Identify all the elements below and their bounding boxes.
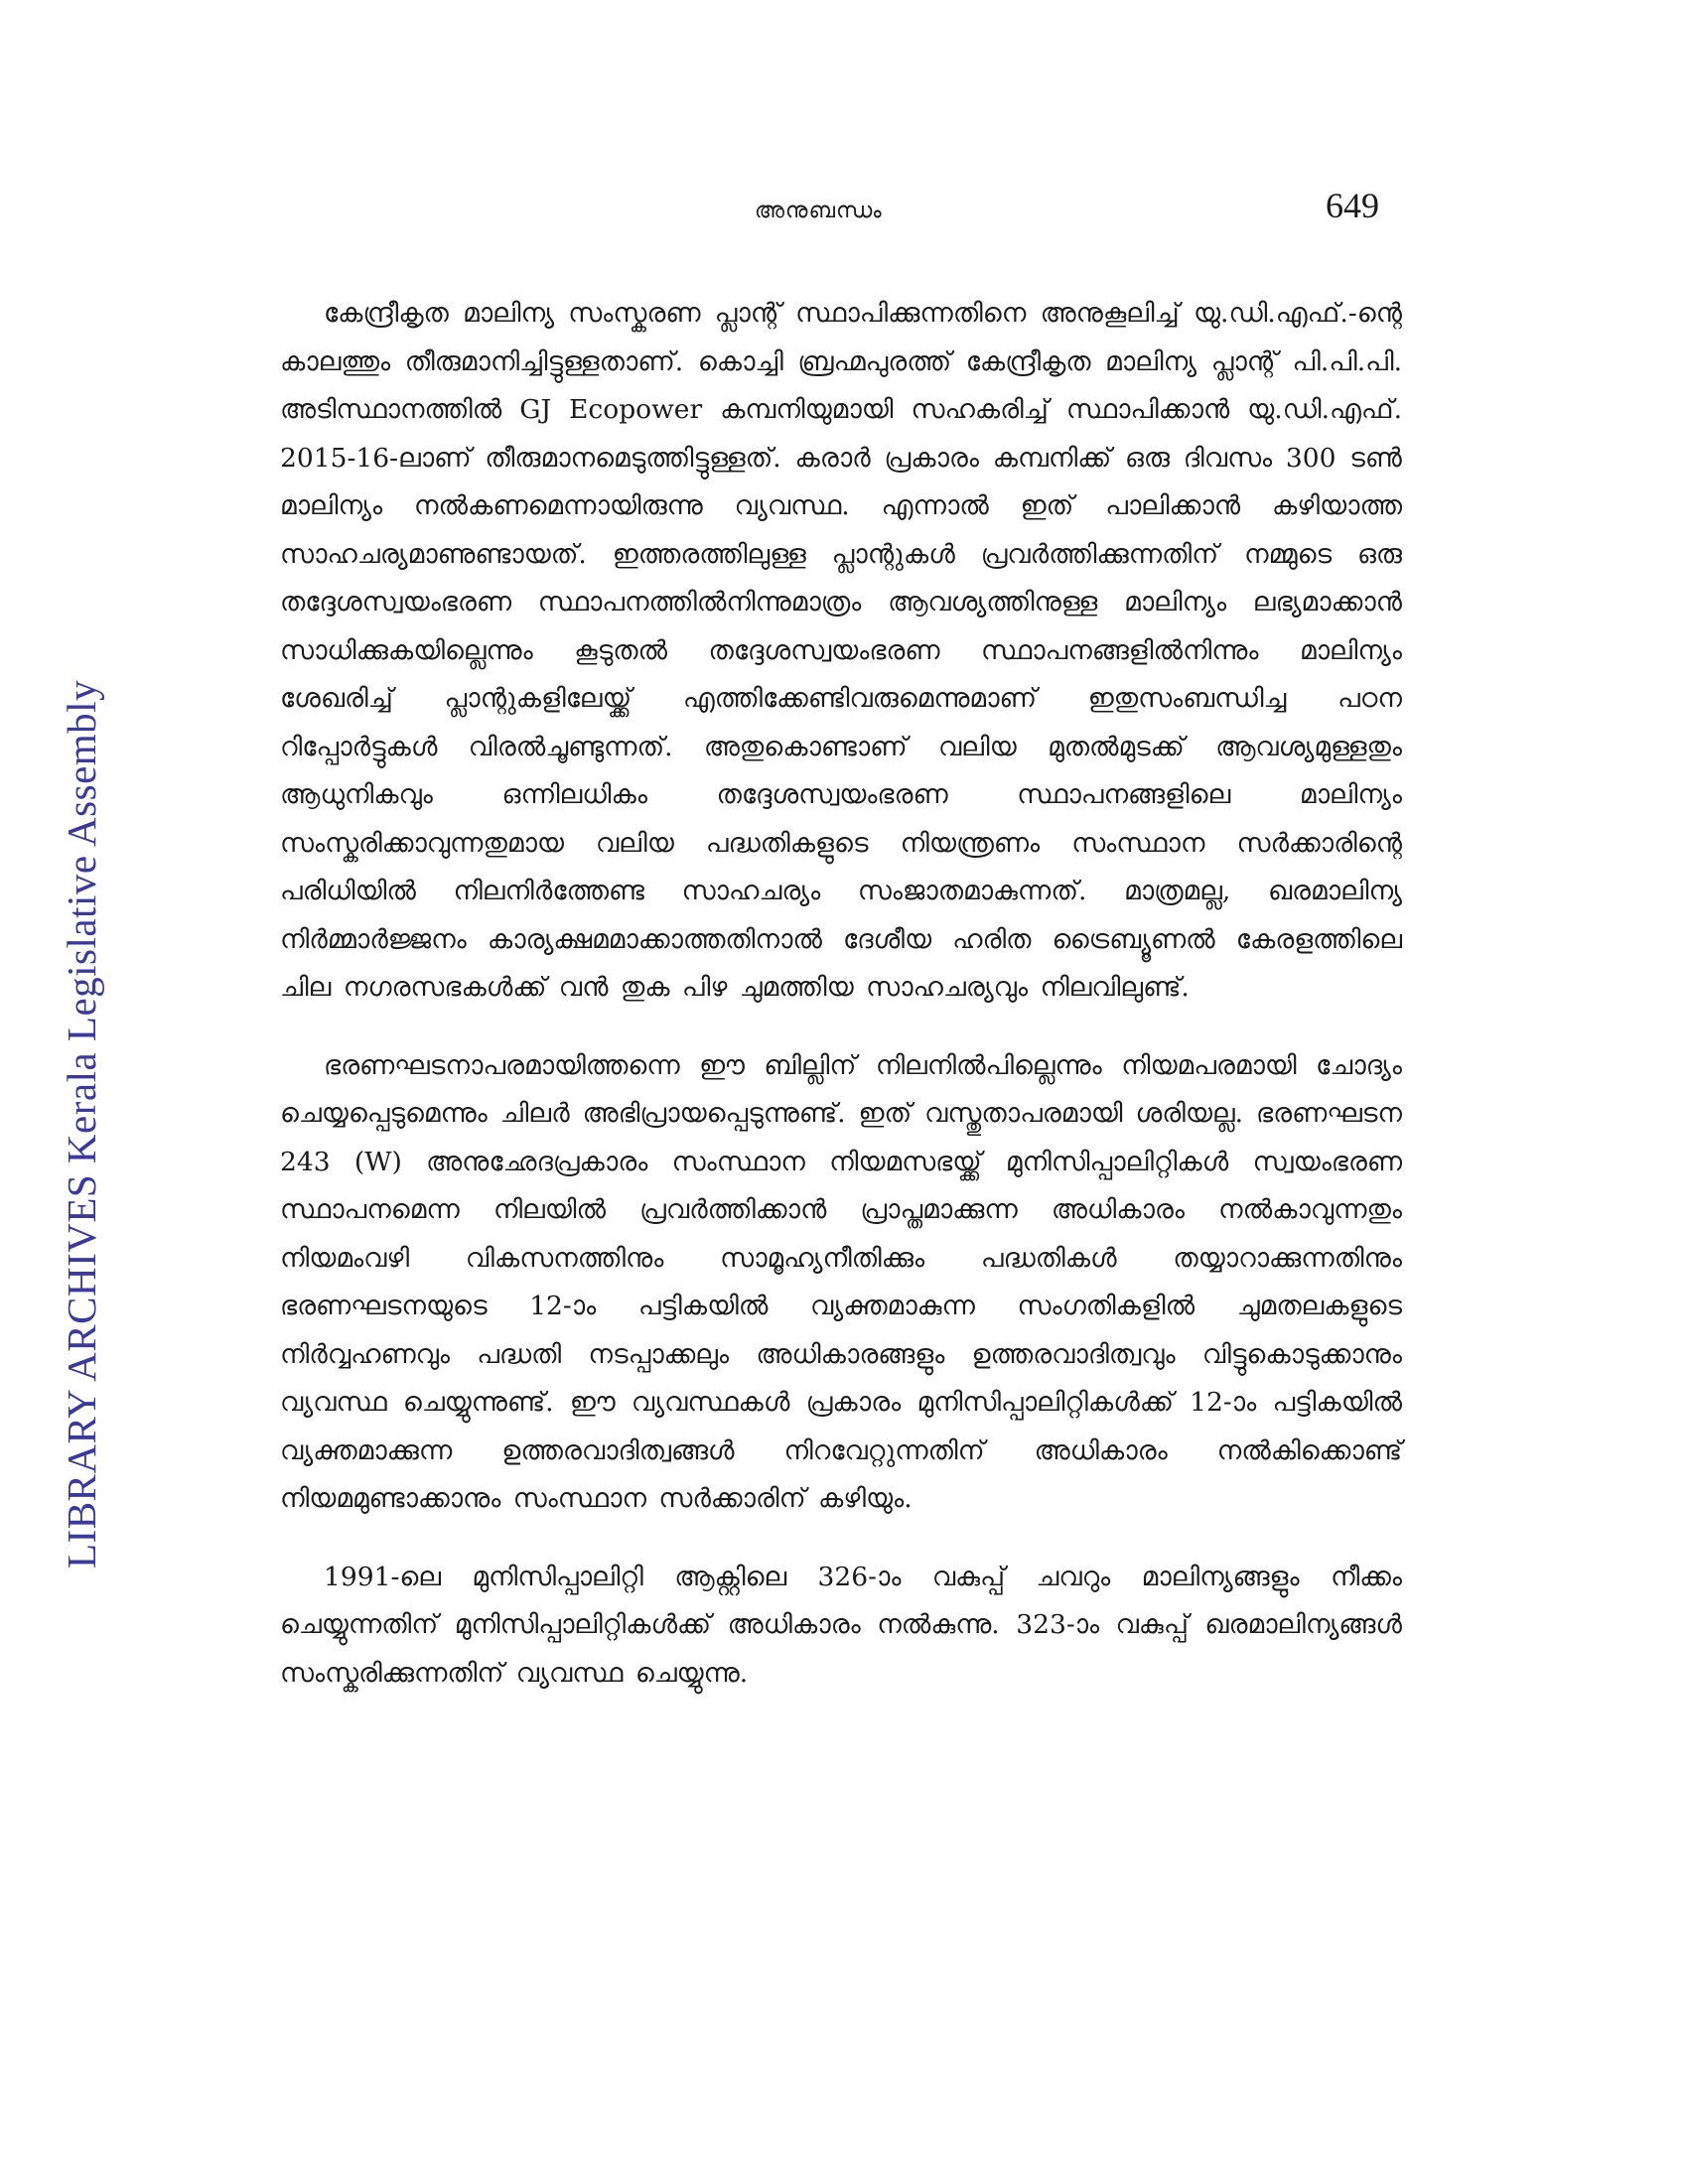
archive-watermark: LIBRARY ARCHIVES Kerala Legislative Assembly	[59, 679, 104, 1569]
paragraph-3: 1991-ലെ മുനിസിപ്പാലിറ്റി ആക്റ്റിലെ 326-ാം വകുപ്പ് ചവറും മാലിന്യങ്ങളും നീക്കം ചെയ്യുന്നതിന് മുനിസിപ്പാലിറ്റികൾക്ക് അധികാരം നൽകുന്നു. 323-ാം വകുപ്പ് ഖരമാലിന്യങ്ങൾ സംസ്കരിക്കുന്നതിന് വ്യവസ്ഥ ചെയ്യുന്നു.	[280, 1561, 1402, 1689]
paragraph-2: ഭരണഘടനാപരമായിത്തന്നെ ഈ ബില്ലിന് നിലനിൽപില്ലെന്നും നിയമപരമായി ചോദ്യം ചെയ്യപ്പെടുമെന്നും ചിലർ അഭിപ്രായപ്പെടുന്നുണ്ട്. ഇത് വസ്തുതാപരമായി ശരിയല്ല. ഭരണഘടന 243 (W) അനുഛേദപ്രകാരം സംസ്ഥാന നിയമസഭയ്ക്ക് മുനിസിപ്പാലിറ്റികൾ സ്വയംഭരണ സ്ഥാപനമെന്ന നിലയിൽ പ്രവർത്തിക്കാൻ പ്രാപ്തമാക്കുന്ന അധികാരം നൽകാവുന്നതും നിയമംവഴി വികസനത്തിനും സാമൂഹ്യനീതിക്കും പദ്ധതികൾ തയ്യാറാക്കുന്നതിനും ഭരണഘടനയുടെ 12-ാം പട്ടികയിൽ വ്യക്തമാകുന്ന സംഗതികളിൽ ചുമതലകളുടെ നിർവ്വഹണവും പദ്ധതി നടപ്പാക്കലും അധികാരങ്ങളും ഉത്തരവാദിത്വവും വിട്ടുകൊടുക്കാനും വ്യവസ്ഥ ചെയ്യുന്നുണ്ട്. ഈ വ്യവസ്ഥകൾ പ്രകാരം മുനിസിപ്പാലിറ്റികൾക്ക് 12-ാം പട്ടികയിൽ വ്യക്തമാക്കുന്ന ഉത്തരവാദിത്വങ്ങൾ നിറവേറ്റുന്നതിന് അധികാരം നൽകിക്കൊണ്ട് നിയമമുണ്ടാക്കാനും സംസ്ഥാന സർക്കാരിന് കഴിയും.	[280, 1049, 1402, 1514]
body-text	[280, 290, 1402, 1727]
page-number: 649	[1326, 186, 1379, 225]
paragraph-1: കേന്ദ്രീകൃത മാലിന്യ സംസ്കരണ പ്ലാന്റ് സ്ഥാപിക്കുന്നതിനെ അനുകൂലിച്ച് യു.ഡി.എഫ്.-ന്റെ കാലത്തും തീരുമാനിച്ചിട്ടുള്ളതാണ്. കൊച്ചി ബ്രഹ്മപുരത്ത് കേന്ദ്രീകൃത മാലിന്യ പ്ലാന്റ് പി.പി.പി. അടിസ്ഥാനത്തിൽ GJ Ecopower കമ്പനിയുമായി സഹകരിച്ച് സ്ഥാപിക്കാൻ യു.ഡി.എഫ്. 2015-16-ലാണ് തീരുമാനമെടുത്തിട്ടുള്ളത്. കരാർ പ്രകാരം കമ്പനിക്ക് ഒരു ദിവസം 300 ടൺ മാലിന്യം നൽകണമെന്നായിരുന്നു വ്യവസ്ഥ. എന്നാൽ ഇത് പാലിക്കാൻ കഴിയാത്ത സാഹചര്യമാണുണ്ടായത്. ഇത്തരത്തിലുള്ള പ്ലാന്റുകൾ പ്രവർത്തിക്കുന്നതിന് നമ്മുടെ ഒരു തദ്ദേശസ്വയംഭരണ സ്ഥാപനത്തിൽനിന്നുമാത്രം ആവശ്യത്തിനുള്ള മാലിന്യം ലഭ്യമാക്കാൻ സാധിക്കുകയില്ലെന്നും കൂടുതൽ തദ്ദേശസ്വയംഭരണ സ്ഥാപനങ്ങളിൽനിന്നും മാലിന്യം ശേഖരിച്ച് പ്ലാന്റുകളിലേയ്ക്ക് എത്തിക്കേണ്ടിവരുമെന്നുമാണ് ഇതുസംബന്ധിച്ച പഠന റിപ്പോർട്ടുകൾ വിരൽചൂണ്ടുന്നത്. അതുകൊണ്ടാണ് വലിയ മുതൽമുടക്ക് ആവശ്യമുള്ളതും ആധുനികവും ഒന്നിലധികം തദ്ദേശസ്വയംഭരണ സ്ഥാപനങ്ങളിലെ മാലിന്യം സംസ്കരിക്കാവുന്നതുമായ വലിയ പദ്ധതികളുടെ നിയന്ത്രണം സംസ്ഥാന സർക്കാരിന്റെ പരിധിയിൽ നിലനിർത്തേണ്ട സാഹചര്യം സംജാതമാകുന്നത്. മാത്രമല്ല, ഖരമാലിന്യ നിർമ്മാർജ്ജനം കാര്യക്ഷമമാക്കാത്തതിനാൽ ദേശീയ ഹരിത ട്രൈബ്യൂണൽ കേരളത്തിലെ ചില നഗരസഭകൾക്ക് വൻ തുക പിഴ ചുമത്തിയ സാഹചര്യവും നിലവിലുണ്ട്.	[280, 298, 1402, 1003]
running-header: അനുബന്ധം	[755, 199, 883, 223]
